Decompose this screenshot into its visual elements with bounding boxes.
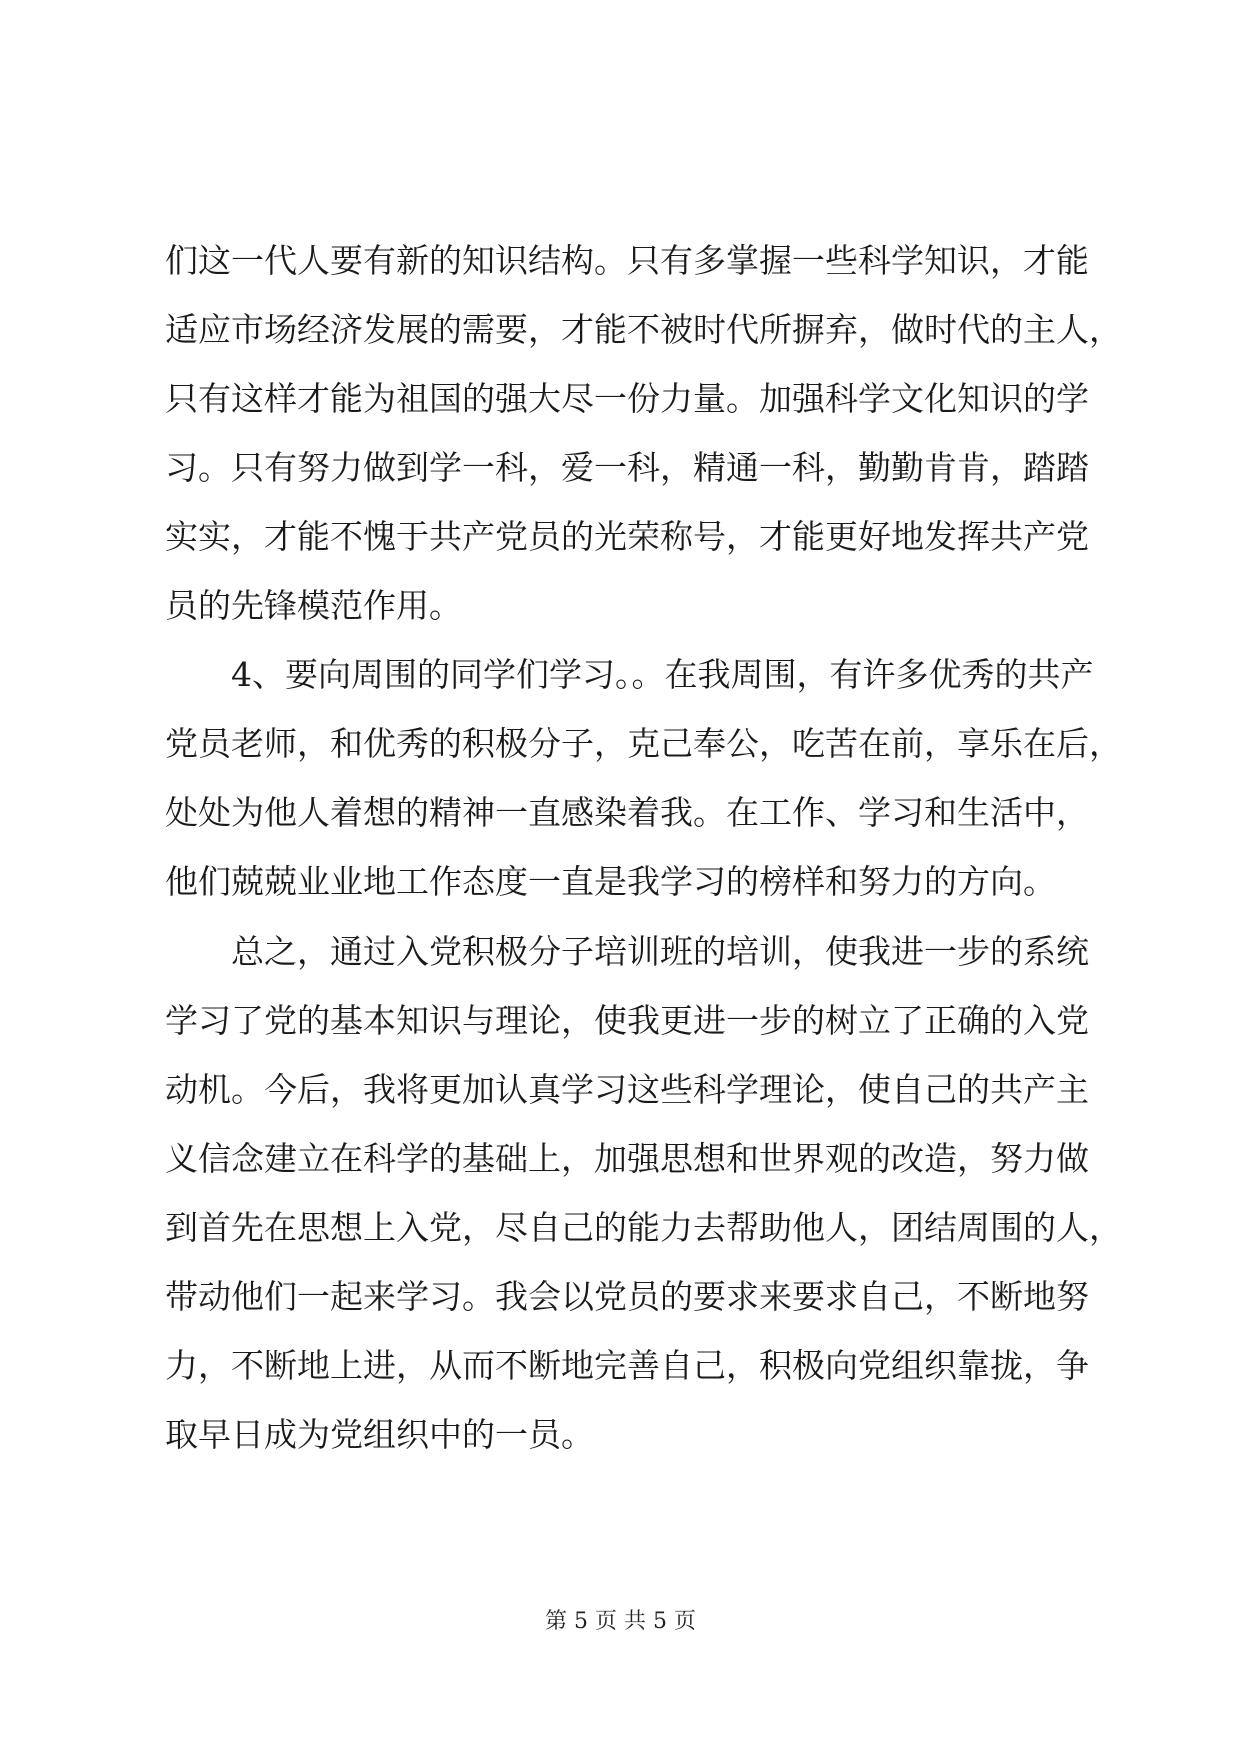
text-line: 力，不断地上进，从而不断地完善自己，积极向党组织靠拢，争	[165, 1346, 1089, 1385]
text-line: 习。只有努力做到学一科，爱一科，精通一科，勤勤肯肯，踏踏	[165, 448, 1089, 487]
text-line: 们这一代人要有新的知识结构。只有多掌握一些科学知识，才能	[165, 241, 1089, 280]
text-line: 适应市场经济发展的需要，才能不被时代所摒弃，做时代的主人，	[165, 310, 1122, 349]
paragraph-first-line: 4、要向周围的同学们学习。。在我周围，有许多优秀的共产	[231, 655, 1094, 694]
text-line: 到首先在思想上入党，尽自己的能力去帮助他人，团结周围的人，	[165, 1208, 1122, 1247]
page-number-footer: 第 5 页 共 5 页	[545, 1609, 696, 1634]
text-line: 取早日成为党组织中的一员。	[165, 1415, 594, 1454]
text-line: 实实，才能不愧于共产党员的光荣称号，才能更好地发挥共产党	[165, 517, 1089, 556]
paragraph-first-line: 总之，通过入党积极分子培训班的培训，使我进一步的系统	[231, 932, 1089, 971]
text-line: 处处为他人着想的精神一直感染着我。在工作、学习和生活中，	[165, 793, 1089, 832]
text-line: 员的先锋模范作用。	[165, 586, 462, 625]
text-line: 动机。今后，我将更加认真学习这些科学理论，使自己的共产主	[165, 1070, 1089, 1109]
text-line: 带动他们一起来学习。我会以党员的要求来要求自己，不断地努	[165, 1277, 1089, 1316]
text-line: 党员老师，和优秀的积极分子，克己奉公，吃苦在前，享乐在后，	[165, 724, 1122, 763]
text-line: 只有这样才能为祖国的强大尽一份力量。加强科学文化知识的学	[165, 379, 1089, 418]
text-line: 他们兢兢业业地工作态度一直是我学习的榜样和努力的方向。	[165, 862, 1056, 901]
text-line: 学习了党的基本知识与理论，使我更进一步的树立了正确的入党	[165, 1001, 1089, 1040]
text-line: 义信念建立在科学的基础上，加强思想和世界观的改造，努力做	[165, 1139, 1089, 1178]
